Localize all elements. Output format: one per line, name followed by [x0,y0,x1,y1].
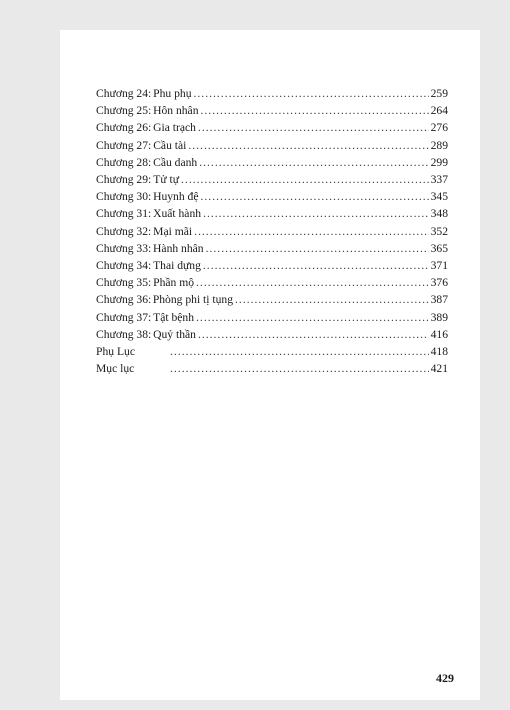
toc-chapter-label: Chương 32: [96,224,152,238]
toc-leader-dots [181,171,429,188]
toc-title: Phụ Lục [96,345,135,359]
toc-chapter-label: Chương 35: [96,276,152,290]
toc-title: Mục lục [96,362,135,376]
toc-title: Quỷ thần [153,327,196,341]
toc-entry [96,188,448,205]
toc-entry [96,240,448,257]
toc-leader-dots [194,85,429,102]
toc-chapter-label: Chương 33: [96,241,152,255]
toc-chapter-label: Chương 36: [96,293,152,307]
toc-page-number: 365 [430,241,448,255]
toc-chapter-label: Chương 27: [96,138,152,152]
page-number: 429 [436,671,454,685]
toc-leader-dots [198,326,429,343]
toc-title: Phu phụ [153,87,192,100]
toc-entry [96,102,448,119]
toc-title: Huynh đệ [153,190,199,204]
toc-page-number: 264 [430,104,448,118]
toc-chapter-label: Chương 29: [96,173,152,187]
toc-chapter-label: Chương 30: [96,190,152,204]
toc-chapter-label: Chương 25: [96,104,152,118]
toc-page-number: 259 [430,87,448,100]
toc-chapter-label: Chương 38: [96,327,152,341]
toc-title: Phần mộ [153,276,195,290]
toc-page-number: 416 [430,327,448,341]
toc-entry [96,205,448,222]
toc-title: Hành nhân [153,241,204,255]
toc-title: Cầu tài [153,138,187,152]
toc-page-number: 337 [430,173,448,187]
toc-leader-dots [235,291,429,308]
toc-entry [96,85,448,102]
toc-leader-dots [196,309,429,326]
toc-page-number: 299 [430,155,448,169]
toc-page-number: 276 [430,121,448,135]
toc-entry [96,343,448,360]
toc-entry [96,154,448,171]
toc-leader-dots [198,119,429,136]
toc-leader-dots [201,188,429,205]
toc-chapter-label: Chương 31: [96,207,152,221]
toc-entry [96,274,448,291]
toc-leader-dots [170,343,429,360]
toc-leader-dots [203,257,429,274]
toc-entry [96,291,448,308]
toc-leader-dots [201,102,429,119]
toc-entry [96,137,448,154]
toc-title: Gia trạch [153,121,196,135]
toc-leader-dots [196,274,429,291]
toc-title: Tật bệnh [153,310,195,324]
toc-chapter-label: Chương 26: [96,121,152,135]
toc-leader-dots [206,240,429,257]
document-page [60,30,480,700]
toc-title: Thai dựng [153,259,201,273]
toc-title: Xuất hành [153,207,202,221]
toc-entry [96,223,448,240]
toc-page-number: 348 [430,207,448,221]
toc-page-number: 352 [430,224,448,238]
toc-title: Mại mãi [153,224,193,238]
toc-chapter-label: Chương 28: [96,155,152,169]
toc-chapter-label: Chương 37: [96,310,152,324]
toc-leader-dots [188,137,428,154]
toc-entry [96,360,448,377]
toc-title: Cầu danh [153,155,198,169]
toc-page-number: 389 [430,310,448,324]
toc-leader-dots [170,360,429,377]
toc-entry [96,326,448,343]
toc-page-number: 371 [430,259,448,273]
toc-title: Phòng phi tị tụng [152,293,234,307]
table-of-contents [96,85,448,377]
toc-title: Hôn nhân [153,104,199,118]
toc-leader-dots [199,154,428,171]
toc-page-number: 421 [430,362,448,376]
toc-entry [96,119,448,136]
toc-chapter-label: Chương 24: [96,87,152,100]
toc-page-number: 418 [430,345,448,359]
toc-entry [96,309,448,326]
toc-page-number: 376 [430,276,448,290]
toc-page-number: 387 [430,293,448,307]
toc-page-number: 289 [430,138,448,152]
toc-leader-dots [203,205,429,222]
toc-entry [96,257,448,274]
toc-title: Tử tự [153,173,180,187]
toc-chapter-label: Chương 34: [96,259,152,273]
toc-entry [96,171,448,188]
toc-leader-dots [194,223,429,240]
toc-page-number: 345 [430,190,448,204]
